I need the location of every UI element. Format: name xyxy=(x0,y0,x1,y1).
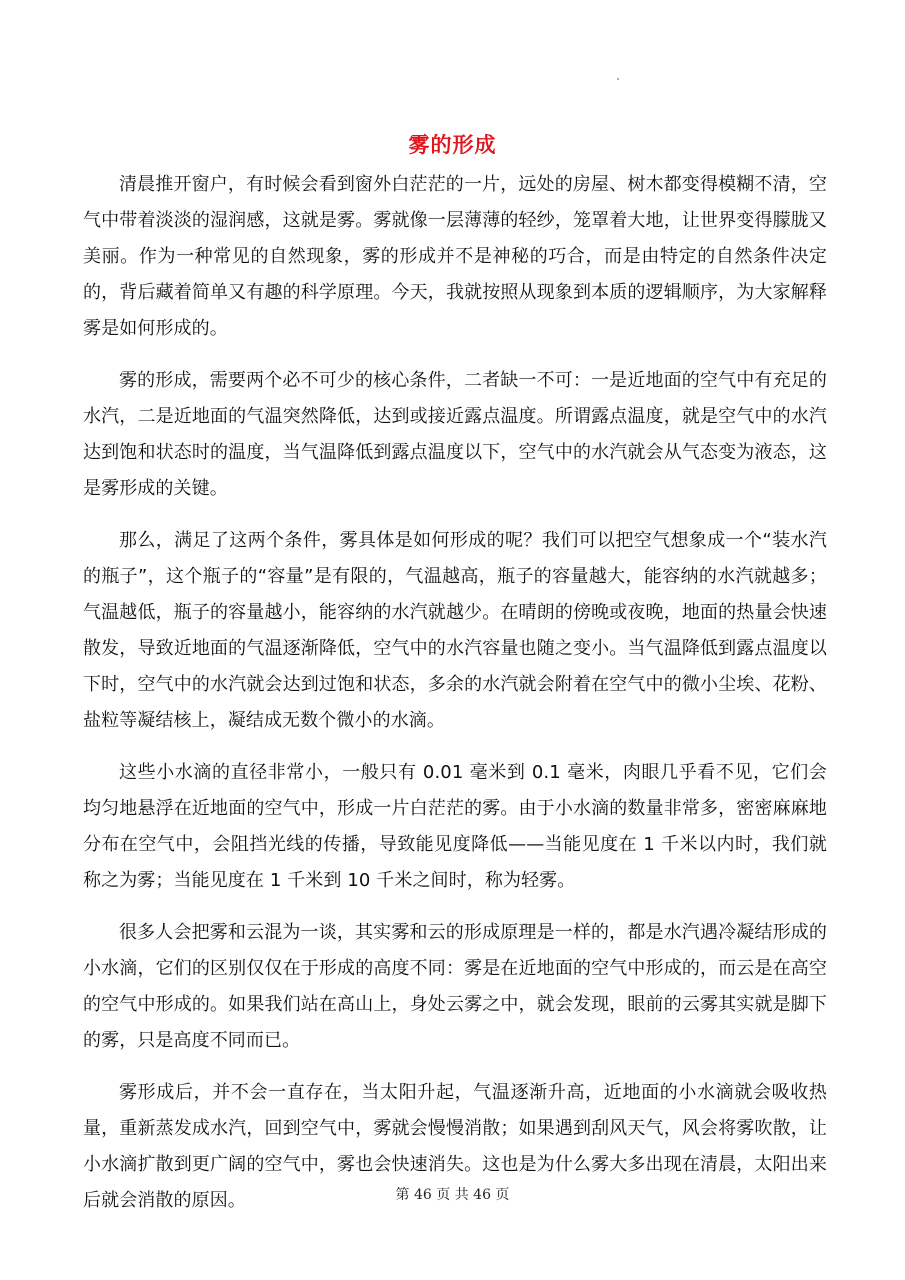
paragraph-6: 雾形成后，并不会一直存在，当太阳升起，气温逐渐升高，近地面的小水滴就会吸收热量，重新蒸发成水汽，回到空气中，雾就会慢慢消散；如果遇到刮风天气，风会将雾吹散，让小水滴扩散到更广阔的空气中，雾也会快速消失。这也是为什么雾大多出现在清晨，太阳出来后就会消散的原因。 xyxy=(83,1082,827,1211)
paragraph-4: 这些小水滴的直径非常小，一般只有 0.01 毫米到 0.1 毫米，肉眼几乎看不见，它们会均匀地悬浮在近地面的空气中，形成一片白茫茫的雾。由于小水滴的数量非常多，密密麻麻地分布在空气中，会阻挡光线的传播，导致能见度降低——当能见度在 1 千米以内时，我们就称之为雾；当能见度在 1 千米到 10 千米之间时，称为轻雾。 xyxy=(83,762,827,891)
paragraph-5: 很多人会把雾和云混为一谈，其实雾和云的形成原理是一样的，都是水汽遇冷凝结形成的小水滴，它们的区别仅仅在于形成的高度不同：雾是在近地面的空气中形成的，而云是在高空的空气中形成的。如果我们站在高山上，身处云雾之中，就会发现，眼前的云雾其实就是脚下的雾，只是高度不同而已。 xyxy=(83,922,827,1051)
paragraph-3: 那么，满足了这两个条件，雾具体是如何形成的呢？我们可以把空气想象成一个“装水汽的瓶子”，这个瓶子的“容量”是有限的，气温越高，瓶子的容量越大，能容纳的水汽就越多；气温越低，瓶子的容量越小，能容纳的水汽就越少。在晴朗的傍晚或夜晚，地面的热量会快速散发，导致近地面的气温逐渐降低，空气中的水汽容量也随之变小。当气温降低到露点温度以下时，空气中的水汽就会达到过饱和状态，多余的水汽就会附着在空气中的微小尘埃、花粉、盐粒等凝结核上，凝结成无数个微小的水滴。 xyxy=(83,530,827,731)
paragraph-2: 雾的形成，需要两个必不可少的核心条件，二者缺一不可：一是近地面的空气中有充足的水汽，二是近地面的气温突然降低，达到或接近露点温度。所谓露点温度，就是空气中的水汽达到饱和状态时的温度，当气温降低到露点温度以下，空气中的水汽就会从气态变为液态，这是雾形成的关键。 xyxy=(83,370,827,499)
page-number-footer: 第 46 页 共 46 页 xyxy=(395,1187,510,1203)
paragraph-1: 清晨推开窗户，有时候会看到窗外白茫茫的一片，远处的房屋、树木都变得模糊不清，空气中带着淡淡的湿润感，这就是雾。雾就像一层薄薄的轻纱，笼罩着大地，让世界变得朦胧又美丽。作为一种常见的自然现象，雾的形成并不是神秘的巧合，而是由特定的自然条件决定的，背后藏着简单又有趣的科学原理。今天，我就按照从现象到本质的逻辑顺序，为大家解释雾是如何形成的。 xyxy=(83,174,827,339)
article-body xyxy=(83,167,827,1235)
scan-speck xyxy=(617,78,619,80)
page-title: 雾的形成 xyxy=(408,133,497,158)
